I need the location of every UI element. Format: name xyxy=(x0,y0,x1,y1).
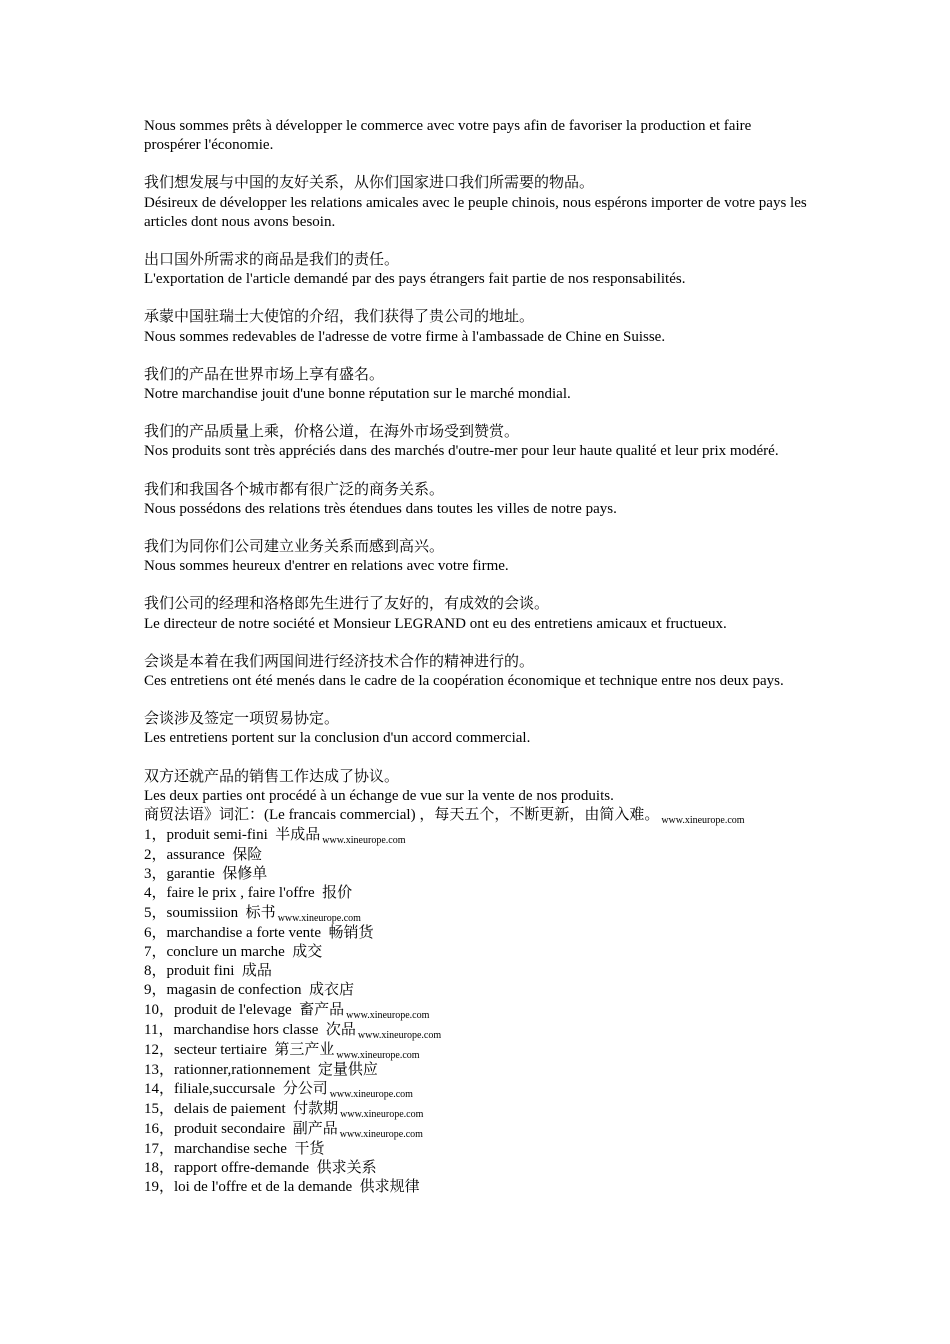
chinese-sentence: 出口国外所需求的商品是我们的责任。 xyxy=(144,252,400,269)
vocab-item xyxy=(144,1140,810,1159)
watermark-text: www.xineurope.com xyxy=(329,1088,413,1100)
vocab-item xyxy=(144,1080,810,1100)
sentence-pair xyxy=(144,174,810,232)
watermark-text: www.xineurope.com xyxy=(339,1128,423,1140)
french-sentence: Désireux de développer les relations amicales avec le peuple chinois, nous espérons importer de votre pays les articles dont nous avons besoin. xyxy=(144,194,807,230)
vocab-term: 17，marchandise seche 干货 xyxy=(144,1140,325,1157)
french-sentence: Les deux parties ont procédé à un échange de vue sur la vente de nos produits. xyxy=(144,787,614,804)
vocab-term: 2，assurance 保险 xyxy=(144,847,263,864)
sentence-pair-last xyxy=(144,768,810,806)
vocab-item xyxy=(144,865,810,884)
vocab-item xyxy=(144,1061,810,1080)
vocab-list xyxy=(144,826,810,1197)
vocab-term: 6，marchandise a forte vente 畅销货 xyxy=(144,924,374,941)
sentence-pair xyxy=(144,481,810,519)
chinese-sentence: 我们公司的经理和洛格郎先生进行了友好的，有成效的会谈。 xyxy=(144,596,550,613)
vocab-term: 9，magasin de confection 成衣店 xyxy=(144,982,354,999)
vocab-term: 16，produit secondaire 副产品 xyxy=(144,1120,338,1137)
chinese-sentence: 我们为同你们公司建立业务关系而感到高兴。 xyxy=(144,539,445,556)
french-sentence: Nous sommes prêts à développer le commerce avec votre pays afin de favoriser la production et faire prospérer l'économie. xyxy=(144,118,752,154)
watermark-text: www.xineurope.com xyxy=(340,1108,424,1120)
chinese-sentence: 双方还就产品的销售工作达成了协议。 xyxy=(144,768,400,785)
vocab-term: 1，produit semi-fini 半成品 xyxy=(144,827,321,844)
vocab-item xyxy=(144,904,810,924)
vocab-term: 19，loi de l'offre et de la demande 供求规律 xyxy=(144,1179,420,1196)
sentence-pair xyxy=(144,366,810,404)
vocab-intro xyxy=(144,806,810,826)
vocab-item xyxy=(144,924,810,943)
chinese-sentence: 我们和我国各个城市都有很广泛的商务关系。 xyxy=(144,481,445,498)
french-sentence: Les entretiens portent sur la conclusion d'un accord commercial. xyxy=(144,730,531,747)
french-sentence: Ces entretiens ont été menés dans le cadre de la coopération économique et technique entre nos deux pays. xyxy=(144,673,784,690)
watermark-text: www.xineurope.com xyxy=(336,1049,420,1061)
watermark-text: www.xineurope.com xyxy=(357,1029,442,1041)
chinese-sentence: 我们的产品在世界市场上享有盛名。 xyxy=(144,366,385,383)
chinese-sentence: 承蒙中国驻瑞士大使馆的介绍，我们获得了贵公司的地址。 xyxy=(144,309,535,326)
vocab-term: 7，conclure un marche 成交 xyxy=(144,943,323,960)
french-sentence: Nous possédons des relations très étendues dans toutes les villes de notre pays. xyxy=(144,500,617,517)
vocab-item xyxy=(144,1021,810,1041)
sentence-pair xyxy=(144,595,810,633)
sentence-pair xyxy=(144,308,810,346)
vocab-term: 14，filiale,succursale 分公司 xyxy=(144,1080,328,1097)
chinese-sentence: 我们的产品质量上乘，价格公道，在海外市场受到赞赏。 xyxy=(144,424,520,441)
sentence-pair xyxy=(144,423,810,461)
vocab-term: 8，produit fini 成品 xyxy=(144,963,272,980)
french-sentence: Notre marchandise jouit d'une bonne réputation sur le marché mondial. xyxy=(144,386,571,403)
french-sentence: Nous sommes redevables de l'adresse de votre firme à l'ambassade de Chine en Suisse. xyxy=(144,328,666,345)
vocab-item xyxy=(144,1001,810,1021)
vocab-term: 13，rationner,rationnement 定量供应 xyxy=(144,1061,378,1078)
vocab-item xyxy=(144,826,810,846)
vocab-item xyxy=(144,1120,810,1140)
watermark-text: www.xineurope.com xyxy=(346,1009,430,1021)
french-sentence: Nous sommes heureux d'entrer en relations avec votre firme. xyxy=(144,558,509,575)
french-sentence: L'exportation de l'article demandé par des pays étrangers fait partie de nos responsabilités. xyxy=(144,271,686,288)
chinese-sentence: 会谈是本着在我们两国间进行经济技术合作的精神进行的。 xyxy=(144,653,535,670)
watermark-text: www.xineurope.com xyxy=(277,912,361,924)
vocab-intro-text: 商贸法语》词汇：(Le francais commercial) ，每天五个，不断更新，由简入难。 xyxy=(144,807,660,824)
sentence-pair xyxy=(144,710,810,748)
chinese-sentence: 我们想发展与中国的友好关系，从你们国家进口我们所需要的物品。 xyxy=(144,175,595,192)
sentence-pair xyxy=(144,117,810,155)
watermark-text: www.xineurope.com xyxy=(322,835,406,847)
chinese-sentence: 会谈涉及签定一项贸易协定。 xyxy=(144,711,340,728)
document-page xyxy=(144,117,810,1197)
vocab-item xyxy=(144,846,810,865)
vocab-item xyxy=(144,1100,810,1120)
watermark-text: www.xineurope.com xyxy=(661,815,745,827)
vocab-term: 15，delais de paiement 付款期 xyxy=(144,1100,339,1117)
vocab-item xyxy=(144,1159,810,1178)
vocab-item xyxy=(144,884,810,903)
vocab-item xyxy=(144,1178,810,1197)
french-sentence: Nos produits sont très appréciés dans des marchés d'outre-mer pour leur haute qualité et leur prix modéré. xyxy=(144,443,779,460)
sentence-pair xyxy=(144,653,810,691)
vocab-term: 3，garantie 保修单 xyxy=(144,866,268,883)
vocab-term: 5，soumissiion 标书 xyxy=(144,904,276,921)
vocab-term: 10，produit de l'elevage 畜产品 xyxy=(144,1001,345,1018)
sentence-pairs xyxy=(144,117,810,749)
french-sentence: Le directeur de notre société et Monsieur LEGRAND ont eu des entretiens amicaux et fructueux. xyxy=(144,615,727,632)
vocab-item xyxy=(144,1041,810,1061)
vocab-item xyxy=(144,981,810,1000)
vocab-term: 18，rapport offre-demande 供求关系 xyxy=(144,1159,377,1176)
sentence-pair xyxy=(144,251,810,289)
vocab-item xyxy=(144,962,810,981)
vocab-term: 4，faire le prix , faire l'offre 报价 xyxy=(144,885,353,902)
vocab-term: 12，secteur tertiaire 第三产业 xyxy=(144,1041,335,1058)
vocab-term: 11，marchandise hors classe 次品 xyxy=(144,1021,356,1038)
vocab-item xyxy=(144,943,810,962)
sentence-pair xyxy=(144,538,810,576)
